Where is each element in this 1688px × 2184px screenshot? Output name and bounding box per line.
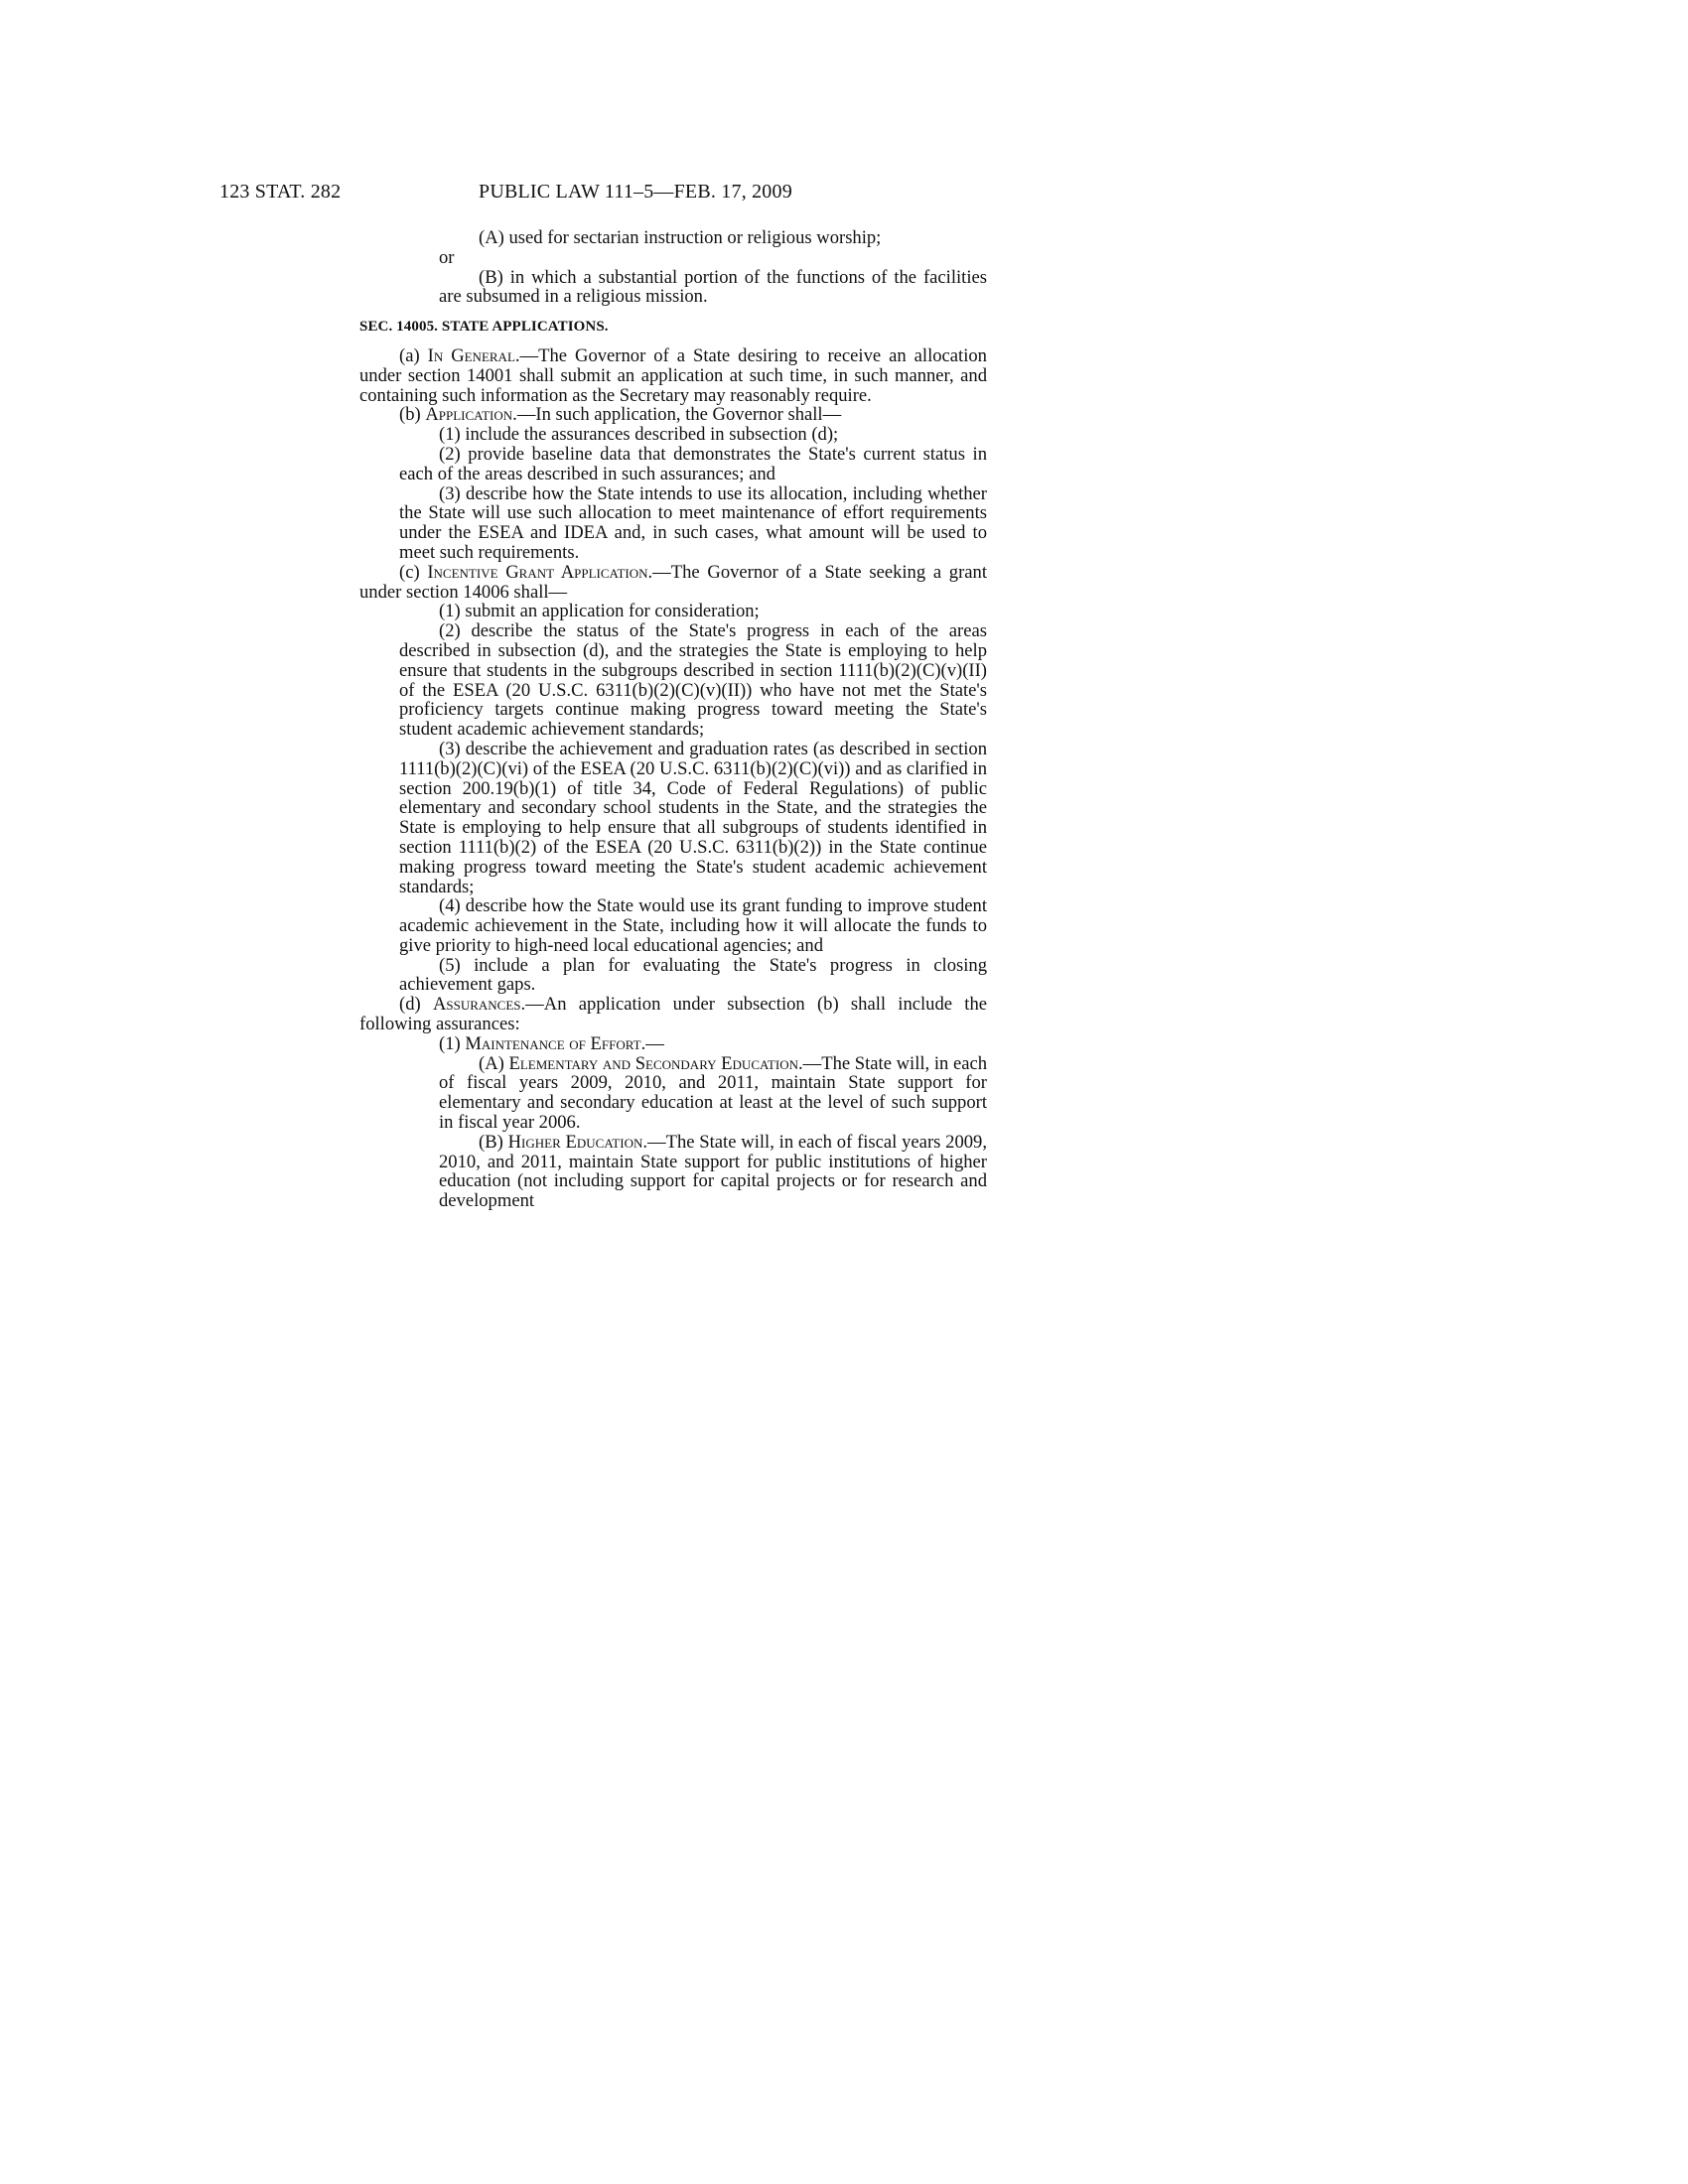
section-heading: SEC. 14005. STATE APPLICATIONS. [359, 319, 609, 336]
application-item-1: (1) include the assurances described in subsection (d); [439, 424, 839, 446]
in-general-label: In General [427, 344, 515, 366]
incentive-text: The Governor of a State seeking a grant under section 14006 shall— [359, 561, 987, 603]
subsection-d-assurances: (d) Assurances.—An application under subsection (b) shall include the following assurances: [359, 994, 987, 1035]
subsection-a-in-general: (a) In General.—The Governor of a State desiring to receive an allocation under section 14001 shall submit an application at such time, in such manner, and containing such information as the Secretary may reasonably require. [359, 344, 987, 406]
assurances-text: An application under subsection (b) shall include the following assurances: [359, 994, 987, 1035]
higher-education-paragraph: (B) Higher Education.—The State will, in each of fiscal years 2009, 2010, and 2011, maintain State support for public institutions of higher education (not including support for capital projects or for research and development [439, 1131, 988, 1212]
paragraph-b-religious-mission: (B) in which a substantial portion of the functions of the facilities are subsumed in a religious mission. [439, 266, 987, 308]
running-header-title: PUBLIC LAW 111–5—FEB. 17, 2009 [479, 181, 792, 203]
incentive-item-5: (5) include a plan for evaluating the State's progress in closing achievement gaps. [399, 954, 987, 996]
elem-text: The State will, in each of fiscal years 2009, 2010, and 2011, maintain State support for elementary and secondary education at least at the level of such support in fiscal year 2006. [439, 1052, 988, 1134]
application-label: Application [425, 404, 513, 426]
paragraph-a-sectarian: (A) used for sectarian instruction or religious worship; [479, 227, 882, 248]
assurances-label: Assurances [432, 994, 521, 1016]
document-body [359, 228, 987, 1211]
incentive-item-3: (3) describe the achievement and graduation rates (as described in section 1111(b)(2)(C)(vi) of the ESEA (20 U.S.C. 6311(b)(2)(C)(vi)) and as clarified in section 200.19(b)(1) of title 34, Code of Federal Regulations) of public elementary and secondary school students in the State, and the strategies the State is employing to help ensure that all subgroups of students identified in section 1111(b)(2) of the ESEA (20 U.S.C. 6311(b)(2)) in the State continue making progress toward meeting the State's student academic achievement standards; [399, 738, 987, 897]
stat-page-number: 123 STAT. 282 [219, 181, 342, 203]
subsection-b-application: (b) Application.—In such application, the Governor shall— [399, 404, 842, 426]
application-item-2: (2) provide baseline data that demonstrates the State's current status in each of the areas described in such assurances; and [399, 443, 987, 484]
incentive-label: Incentive Grant Application [427, 561, 648, 583]
higher-text: The State will, in each of fiscal years 2009, 2010, and 2011, maintain State support for public institutions of higher education (not including support for capital projects or for research and development [439, 1131, 988, 1212]
incentive-item-4: (4) describe how the State would use its grant funding to improve student academic achievement in the State, including how it will allocate the funds to give priority to high-need local educational agencies; and [399, 895, 987, 956]
higher-label: Higher Education [507, 1131, 643, 1153]
application-text: In such application, the Governor shall— [535, 404, 842, 426]
elem-label: Elementary and Secondary Education [508, 1052, 798, 1074]
application-item-3: (3) describe how the State intends to use its allocation, including whether the State will use such allocation to meet maintenance of effort requirements under the ESEA and IDEA and, in such cases, what amount will be used to meet such requirements. [399, 482, 987, 563]
in-general-text: The Governor of a State desiring to receive an allocation under section 14001 shall submit an application at such time, in such manner, and containing such information as the Secretary may reasonably require. [359, 344, 987, 406]
incentive-item-1: (1) submit an application for consideration; [439, 601, 760, 622]
maintenance-of-effort-heading: (1) Maintenance of Effort.— [439, 1032, 664, 1054]
moe-label: Maintenance of Effort [465, 1032, 641, 1054]
elementary-secondary-paragraph: (A) Elementary and Secondary Education.—The State will, in each of fiscal years 2009, 2010, and 2011, maintain State support for elementary and secondary education at least at the level of such support in fiscal year 2006. [439, 1052, 988, 1134]
incentive-item-2: (2) describe the status of the State's progress in each of the areas described in subsection (d), and the strategies the State is employing to help ensure that students in the subgroups described in section 1111(b)(2)(C)(v)(II) of the ESEA (20 U.S.C. 6311(b)(2)(C)(v)(II)) who have not met the State's proficiency targets continue making progress toward meeting the State's student academic achievement standards; [399, 620, 987, 741]
subsection-c-incentive-grant: (c) Incentive Grant Application.—The Governor of a State seeking a grant under section 14006 shall— [359, 561, 987, 603]
or-connector: or [439, 246, 455, 268]
